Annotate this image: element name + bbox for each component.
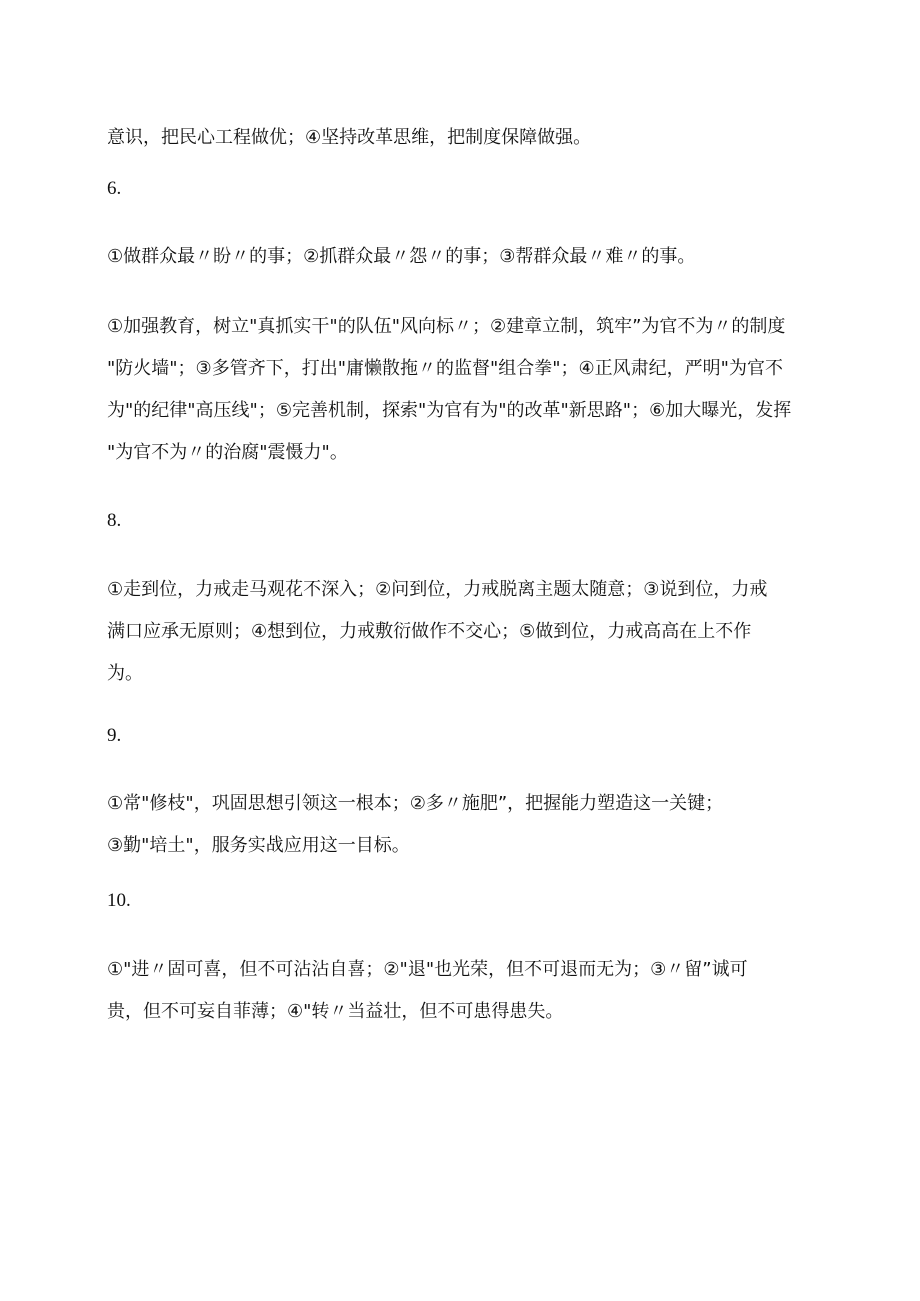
paragraph-line: ③勤"培土"，服务实战应用这一目标。 (107, 835, 410, 856)
answer-paragraph-10 (107, 949, 817, 1033)
paragraph-line: ①"进〃固可喜，但不可沾沾自喜；②"退"也光荣，但不可退而无为；③〃留”诚可 (107, 959, 748, 980)
paragraph-line: ①做群众最〃盼〃的事；②抓群众最〃怨〃的事；③帮群众最〃难〃的事。 (107, 246, 696, 267)
paragraph-line: "为官不为〃的治腐"震慑力"。 (107, 442, 348, 463)
paragraph-line: 意识，把民心工程做优；④坚持改革思维，把制度保障做强。 (107, 127, 592, 148)
answer-paragraph-6 (107, 236, 817, 278)
answer-paragraph-7 (107, 306, 817, 474)
paragraph-line: ①加强教育，树立"真抓实干"的队伍"风向标〃；②建章立制，筑牢”为官不为〃的制度 (107, 316, 786, 337)
section-number-8: 8. (107, 510, 122, 531)
paragraph-line: 为。 (107, 663, 143, 684)
section-number-10: 10. (107, 890, 131, 911)
section-number-9: 9. (107, 725, 122, 746)
section-number-6: 6. (107, 178, 122, 199)
answer-paragraph-8 (107, 569, 817, 695)
paragraph-line: ①常"修枝"，巩固思想引领这一根本；②多〃施肥”，把握能力塑造这一关键； (107, 793, 724, 814)
intro-paragraph (107, 117, 817, 159)
paragraph-line: "防火墙"；③多管齐下，打出"庸懒散拖〃的监督"组合拳"；④正风肃纪，严明"为官不 (107, 358, 783, 379)
paragraph-line: 为"的纪律"高压线"；⑤完善机制，探索"为官有为"的改革"新思路"；⑥加大曝光，发挥 (107, 400, 792, 421)
paragraph-line: ①走到位，力戒走马观花不深入；②问到位，力戒脱离主题太随意；③说到位，力戒 (107, 579, 768, 600)
paragraph-line: 贵，但不可妄自菲薄；④"转〃当益壮，但不可患得患失。 (107, 1001, 564, 1022)
answer-paragraph-9 (107, 783, 817, 867)
paragraph-line: 满口应承无原则；④想到位，力戒敷衍做作不交心；⑤做到位，力戒高高在上不作 (107, 621, 752, 642)
